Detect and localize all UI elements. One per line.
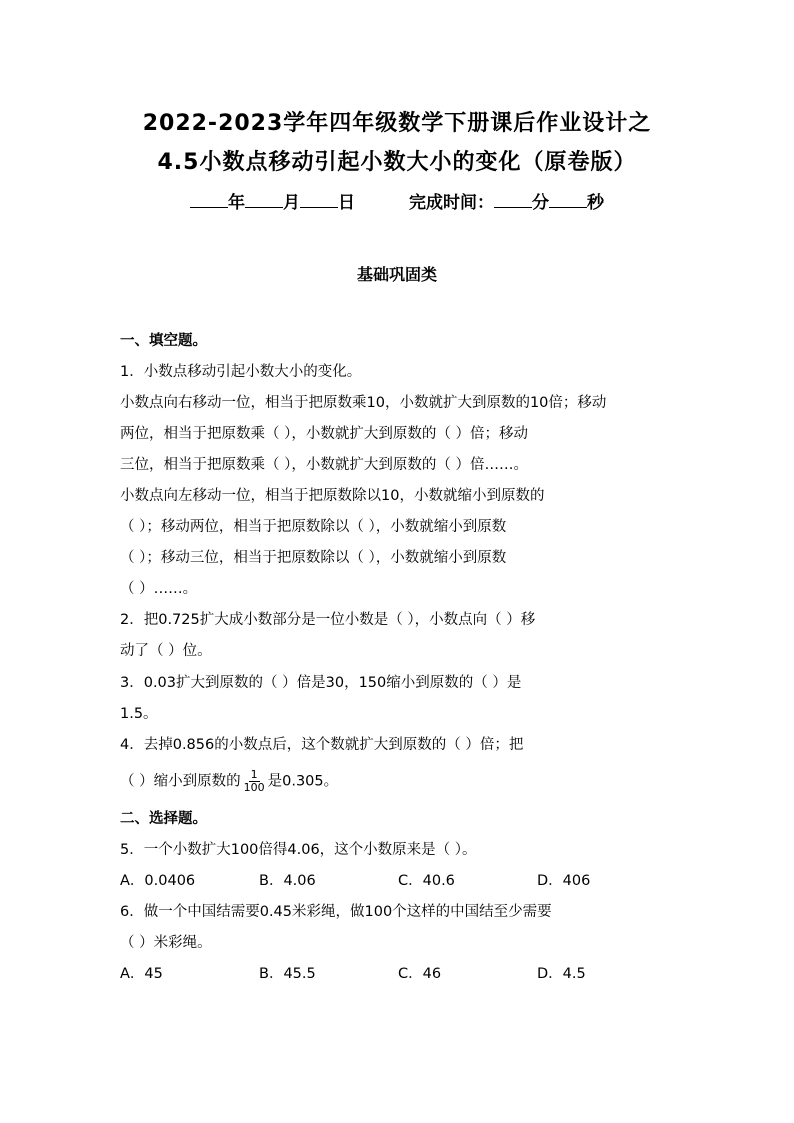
document-title-line2: 4.5小数点移动引起小数大小的变化（原卷版） [157,150,637,175]
q6-line2: （ ）米彩绳。 [120,935,212,951]
minute-blank [494,191,532,208]
second-blank [549,191,587,208]
q6-option-a[interactable]: A．45 [120,966,163,982]
q1-line5: 小数点向左移动一位，相当于把原数除以10，小数就缩小到原数的 [120,488,545,504]
second-label: 秒 [587,193,604,213]
q6-option-d[interactable]: D．4.5 [537,966,586,982]
q5-options [120,871,590,891]
q1-line8: （ ）……。 [120,581,198,597]
q4-line2-pre: （ ）缩小到原数的 [120,773,241,790]
day-blank [300,191,338,208]
q1-line3: 两位，相当于把原数乘（ ），小数就扩大到原数的（ ）倍；移动 [120,426,528,442]
date-time-line [0,188,794,213]
q5-stem: 5．一个小数扩大100倍得4.06，这个小数原来是（ ）。 [120,842,477,858]
time-label: 完成时间： [409,193,494,213]
q1-line6: （ ）；移动两位，相当于把原数除以（ ），小数就缩小到原数 [120,519,507,535]
section-title: 基础巩固类 [356,265,437,284]
q6-options [120,964,586,984]
fraction-one-hundredth [242,769,267,794]
day-label: 日 [338,193,355,213]
part1-heading: 一、填空题。 [120,333,207,349]
q1-line2: 小数点向右移动一位，相当于把原数乘10，小数就扩大到原数的10倍；移动 [120,395,607,411]
q5-option-d[interactable]: D．406 [537,873,591,889]
q2-line1: 2．把0.725扩大成小数部分是一位小数是（ ），小数点向（ ）移 [120,612,536,628]
q2-line2: 动了（ ）位。 [120,643,212,659]
q4-line1: 4．去掉0.856的小数点后，这个数就扩大到原数的（ ）倍；把 [120,737,524,753]
q5-option-b[interactable]: B．4.06 [259,873,316,889]
q1-line1: 1．小数点移动引起小数大小的变化。 [120,364,362,380]
q4-line2 [120,769,338,794]
q4-line2-post: 是0.305。 [267,773,339,790]
document-title-line1: 2022-2023学年四年级数学下册课后作业设计之 [142,111,652,136]
q3-line2: 1.5。 [120,706,158,722]
q5-option-c[interactable]: C．40.6 [398,873,455,889]
fraction-numerator: 1 [250,768,258,781]
minute-label: 分 [532,193,549,213]
q5-option-a[interactable]: A．0.0406 [120,873,196,889]
fraction-denominator: 100 [243,781,265,794]
year-blank [190,191,228,208]
q6-line1: 6．做一个中国结需要0.45米彩绳，做100个这样的中国结至少需要 [120,904,552,920]
part2-heading: 二、选择题。 [120,811,207,827]
q6-option-c[interactable]: C．46 [398,966,442,982]
q1-line7: （ ）；移动三位，相当于把原数除以（ ），小数就缩小到原数 [120,550,507,566]
month-label: 月 [283,193,300,213]
q6-option-b[interactable]: B．45.5 [259,966,316,982]
q1-line4: 三位，相当于把原数乘（ ），小数就扩大到原数的（ ）倍……。 [120,457,528,473]
q3-line1: 3．0.03扩大到原数的（ ）倍是30，150缩小到原数的（ ）是 [120,675,522,691]
month-blank [245,191,283,208]
year-label: 年 [228,193,245,213]
